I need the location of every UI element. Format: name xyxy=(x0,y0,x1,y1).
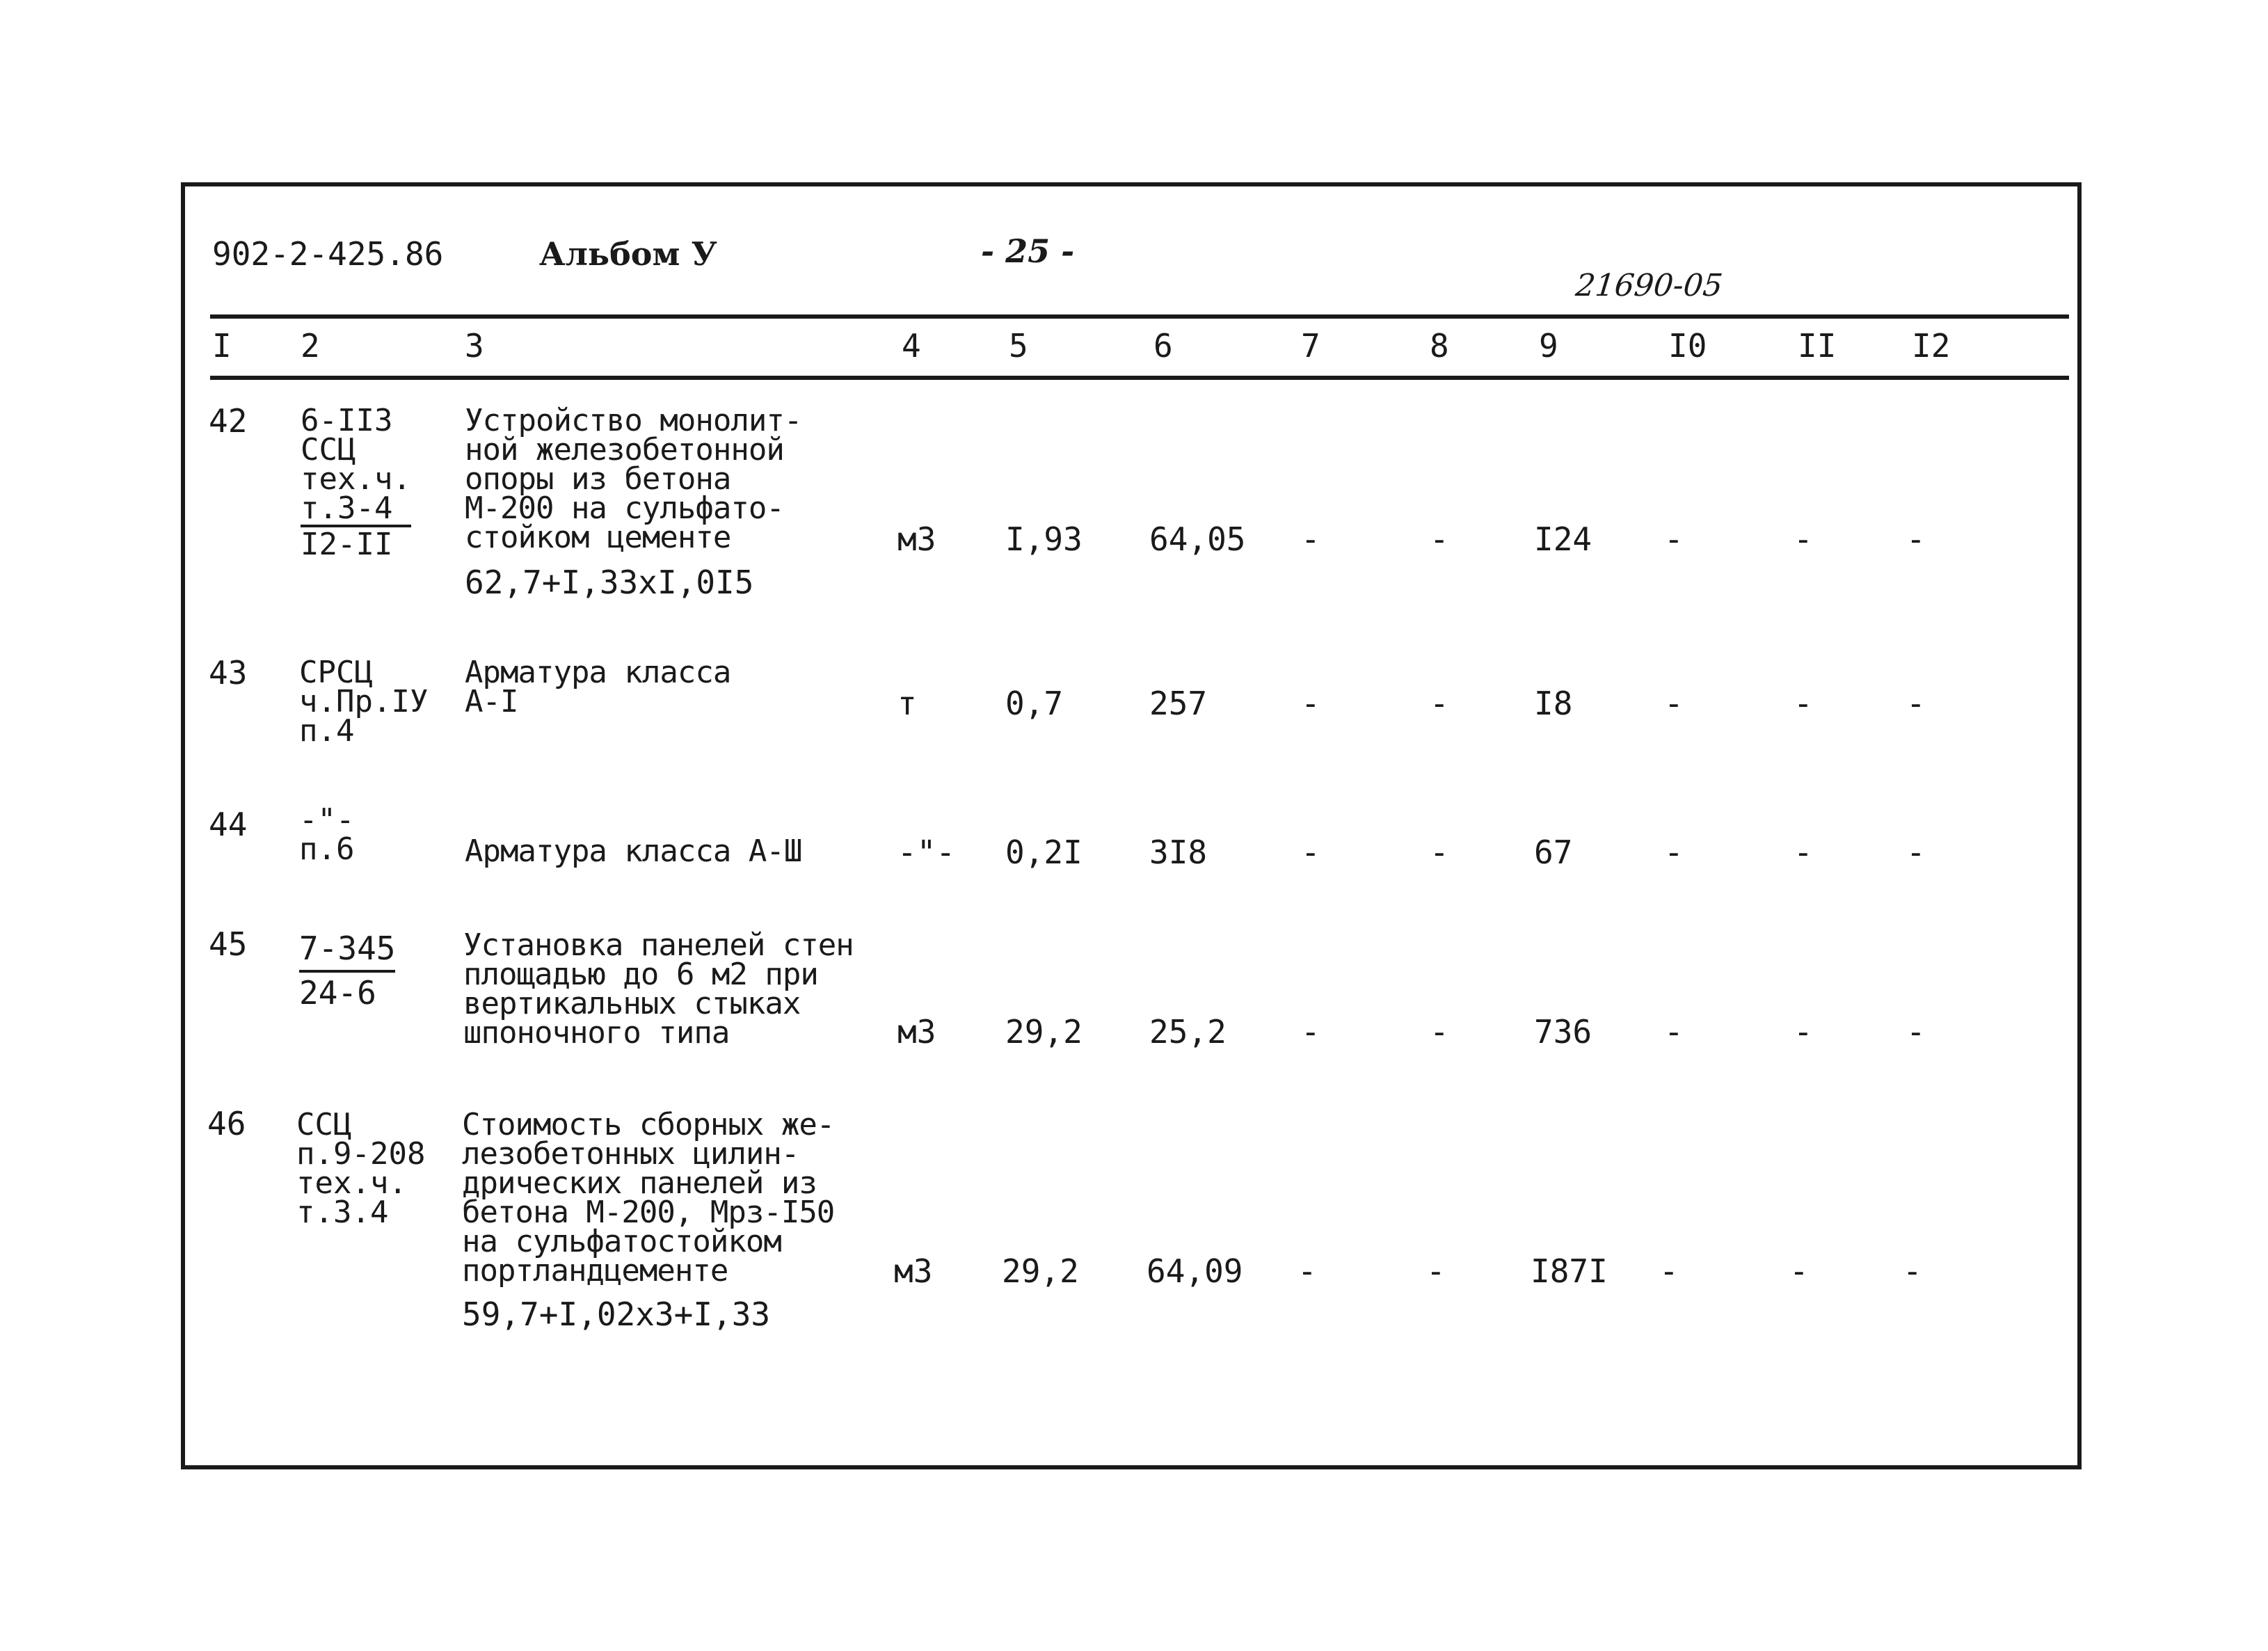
col11-cell: - xyxy=(1794,520,1813,558)
description-line: портландцементе xyxy=(462,1253,728,1289)
reference-line: т.3.4 xyxy=(296,1195,389,1230)
col8-cell: - xyxy=(1430,520,1449,558)
formula-cell: 62,7+I,33xI,0I5 xyxy=(465,564,754,601)
reference-line: ССЦ xyxy=(301,432,356,468)
column-header-1: I xyxy=(212,327,232,365)
col7-cell: - xyxy=(1301,834,1320,871)
reference-line: ч.Пр.IУ xyxy=(299,684,429,719)
col12-cell: - xyxy=(1906,834,1926,871)
total-cell: I87I xyxy=(1531,1252,1608,1290)
handwritten-stamp: 21690-05 xyxy=(1574,268,1725,303)
unit-cell: -"- xyxy=(897,834,956,871)
reference-line: 6-II3 xyxy=(301,403,393,438)
total-cell: 736 xyxy=(1534,1013,1592,1051)
reference-line: I2-II xyxy=(301,527,393,562)
reference-line: тех.ч. xyxy=(301,461,411,497)
description-line: ной железобетонной xyxy=(465,432,784,468)
description-line: вертикальных стыках xyxy=(463,986,801,1021)
unit-cell: м3 xyxy=(897,520,936,558)
document-code: 902-2-425.86 xyxy=(212,235,444,273)
column-header-8: 8 xyxy=(1430,327,1449,365)
unit-cell: т xyxy=(897,685,917,722)
page-number: - 25 - xyxy=(981,232,1075,270)
total-cell: I24 xyxy=(1534,520,1592,558)
description-line: опоры из бетона xyxy=(465,461,731,497)
description-line: площадью до 6 м2 при xyxy=(463,957,818,992)
quantity-cell: I,93 xyxy=(1005,520,1083,558)
row-number: 44 xyxy=(209,806,248,843)
col11-cell: - xyxy=(1789,1252,1809,1290)
row-number: 46 xyxy=(207,1105,246,1142)
col12-cell: - xyxy=(1906,520,1926,558)
description-line: Устройство монолит- xyxy=(465,403,802,438)
reference-line: 24-6 xyxy=(299,974,376,1012)
reference-line: п.6 xyxy=(299,831,355,867)
col10-cell: - xyxy=(1664,520,1684,558)
row-number: 45 xyxy=(209,925,248,963)
total-cell: I8 xyxy=(1534,685,1573,722)
cost-cell: 64,05 xyxy=(1149,520,1246,558)
description-line: на сульфатостойком xyxy=(462,1224,781,1259)
reference-cell xyxy=(299,928,395,1013)
column-header-3: 3 xyxy=(465,327,484,365)
reference-line: т.3-4 xyxy=(301,494,411,527)
cost-cell: 257 xyxy=(1149,685,1208,722)
formula-cell: 59,7+I,02x3+I,33 xyxy=(462,1295,771,1333)
column-header-5: 5 xyxy=(1009,327,1028,365)
description-line: стойком цементе xyxy=(465,520,731,555)
col11-cell: - xyxy=(1794,1013,1813,1051)
description-line: Арматура класса xyxy=(465,655,731,690)
description-cell: Арматура класса А-Ш xyxy=(465,834,802,869)
reference-line: -"- xyxy=(299,802,355,838)
column-header-7: 7 xyxy=(1301,327,1320,365)
quantity-cell: 0,2I xyxy=(1005,834,1083,871)
album-title: Альбом У xyxy=(539,235,717,273)
cost-cell: 64,09 xyxy=(1147,1252,1243,1290)
description-line: лезобетонных цилин- xyxy=(462,1136,799,1172)
col10-cell: - xyxy=(1659,1252,1679,1290)
col8-cell: - xyxy=(1430,685,1449,722)
header-top-rule xyxy=(210,314,2069,319)
col10-cell: - xyxy=(1664,834,1684,871)
col12-cell: - xyxy=(1906,1013,1926,1051)
quantity-cell: 0,7 xyxy=(1005,685,1064,722)
reference-line: ССЦ xyxy=(296,1107,352,1142)
column-header-6: 6 xyxy=(1153,327,1173,365)
description-line: Стоимость сборных же- xyxy=(462,1107,835,1142)
description-line: бетона М-200, Мрз-I50 xyxy=(462,1195,835,1230)
cost-cell: 3I8 xyxy=(1149,834,1208,871)
header-bottom-rule xyxy=(210,376,2069,380)
description-cell xyxy=(463,927,854,1051)
col7-cell: - xyxy=(1301,520,1320,558)
unit-cell: м3 xyxy=(894,1252,933,1290)
quantity-cell: 29,2 xyxy=(1005,1013,1083,1051)
reference-line: 7-345 xyxy=(299,928,395,973)
column-header-2: 2 xyxy=(301,327,320,365)
column-header-12: I2 xyxy=(1912,327,1951,365)
description-cell xyxy=(465,403,802,555)
column-header-10: I0 xyxy=(1668,327,1707,365)
column-header-9: 9 xyxy=(1539,327,1558,365)
reference-line: тех.ч. xyxy=(296,1165,407,1201)
col7-cell: - xyxy=(1297,1252,1317,1290)
col8-cell: - xyxy=(1430,834,1449,871)
description-cell xyxy=(465,655,731,719)
col12-cell: - xyxy=(1906,685,1926,722)
reference-cell xyxy=(301,403,411,562)
col8-cell: - xyxy=(1426,1252,1446,1290)
unit-cell: м3 xyxy=(897,1013,936,1051)
row-number: 43 xyxy=(209,654,248,692)
description-line: Установка панелей стен xyxy=(463,927,854,963)
col10-cell: - xyxy=(1664,685,1684,722)
row-number: 42 xyxy=(209,402,248,440)
reference-cell xyxy=(296,1107,426,1230)
description-line: шпоночного типа xyxy=(463,1015,730,1051)
col12-cell: - xyxy=(1903,1252,1922,1290)
description-cell xyxy=(462,1107,835,1289)
reference-line: СРСЦ xyxy=(299,655,373,690)
reference-cell xyxy=(299,802,355,867)
reference-line: п.4 xyxy=(299,713,355,749)
col8-cell: - xyxy=(1430,1013,1449,1051)
reference-line: п.9-208 xyxy=(296,1136,426,1172)
col7-cell: - xyxy=(1301,685,1320,722)
quantity-cell: 29,2 xyxy=(1002,1252,1079,1290)
description-line: А-I xyxy=(465,684,518,719)
col11-cell: - xyxy=(1794,685,1813,722)
col10-cell: - xyxy=(1664,1013,1684,1051)
total-cell: 67 xyxy=(1534,834,1573,871)
description-line: М-200 на сульфато- xyxy=(465,490,784,526)
col7-cell: - xyxy=(1301,1013,1320,1051)
column-header-11: II xyxy=(1798,327,1837,365)
description-line: дрических панелей из xyxy=(462,1165,817,1201)
column-header-4: 4 xyxy=(902,327,921,365)
reference-cell xyxy=(299,655,429,749)
col11-cell: - xyxy=(1794,834,1813,871)
cost-cell: 25,2 xyxy=(1149,1013,1227,1051)
